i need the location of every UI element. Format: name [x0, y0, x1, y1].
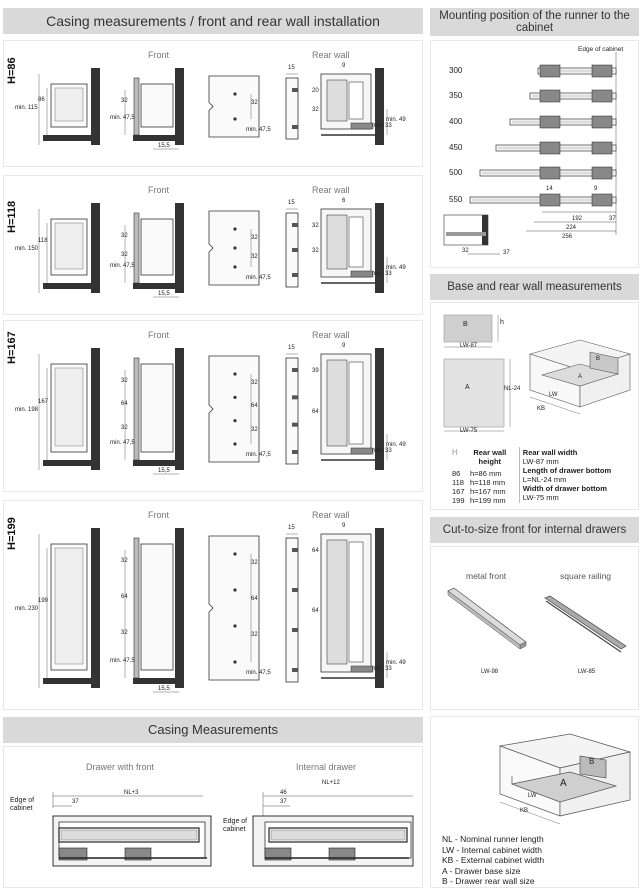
rear-wall-title: Rear wall: [312, 330, 350, 340]
casing-46: 46: [280, 790, 287, 796]
rear-wall-title: Rear wall: [312, 185, 350, 195]
dim-front-spacing: 32: [251, 560, 258, 566]
dim-front-spacing-b: 32: [121, 252, 128, 258]
dim-15: 15: [288, 525, 295, 531]
header-casing: Casing Measurements: [3, 717, 423, 743]
header-mounting-position: Mounting position of the runner to the cabinet: [430, 8, 639, 36]
mount-dim-14: 14: [546, 186, 553, 192]
dim-min-height: min. 150: [15, 246, 39, 252]
dim-front-panel-min: min. 47,5: [246, 127, 271, 133]
row-drawing-3: [3, 500, 423, 710]
dim-rear-2: 64: [312, 409, 319, 415]
legend-item: NL - Nominal runner length: [442, 834, 544, 844]
rear-wall-title: Rear wall: [312, 510, 350, 520]
base-lw87-label: LW-87: [460, 343, 478, 349]
table-row-h: 199: [452, 496, 465, 505]
mounting-edge-label: Edge of cabinet: [578, 46, 624, 53]
casing-edge2: Edge of cabinet: [223, 818, 248, 833]
base-A-label: A: [465, 384, 470, 391]
dim-front-spacing-b: 32: [121, 233, 128, 239]
table-row-h: 86: [452, 469, 461, 478]
table-h-head: H: [452, 448, 458, 457]
casing-nl12: NL+12: [322, 780, 340, 786]
table-row-val: h=167 mm: [470, 487, 506, 496]
mount-dim-9: 9: [594, 186, 598, 192]
row-height-label: H=167: [6, 331, 18, 364]
dim-9: 6: [342, 198, 346, 204]
dim-rear-1: 20: [312, 88, 319, 94]
legend-item: LW - Internal cabinet width: [442, 844, 542, 855]
dim-drawer-height: 118: [38, 238, 48, 244]
legend-item: B - Drawer rear wall size: [442, 876, 535, 886]
lw85-label: LW-85: [578, 669, 596, 675]
dim-front-spacing: 32: [251, 235, 258, 241]
dim-front-panel-min: min. 47,5: [246, 452, 271, 458]
dim-15-5: 15,5: [158, 686, 170, 692]
dim-rear-min33: min. 33: [372, 666, 392, 672]
dim-front-spacing: 32: [251, 632, 258, 638]
dim-9: 9: [342, 523, 346, 529]
iso-KB-label: KB: [537, 406, 546, 412]
base-h-label: h: [500, 319, 504, 326]
table-right-col: [519, 447, 614, 503]
table-len-val: L=NL-24 mm: [522, 475, 567, 484]
dim-rear-1: 39: [312, 368, 319, 374]
dim-front-panel-min: min. 47,5: [246, 670, 271, 676]
cut-diagram: [430, 546, 639, 710]
header-cut-to-size: Cut-to-size front for internal drawers: [430, 517, 639, 543]
dim-9: 9: [342, 343, 346, 349]
iso2-A-label: A: [560, 778, 567, 789]
dim-front-spacing: 32: [251, 100, 258, 106]
casing-nl3: NL+3: [124, 790, 139, 796]
dim-15-5: 15,5: [158, 143, 170, 149]
dim-rear-min49: min. 49: [386, 265, 406, 271]
table-wid-head: Width of drawer bottom: [522, 484, 607, 493]
dim-15-5: 15,5: [158, 291, 170, 297]
row-height-label: H=86: [6, 57, 18, 84]
iso-B-label: B: [596, 356, 601, 362]
header-base-rear: Base and rear wall measurements: [430, 274, 639, 300]
dim-rear-2: 32: [312, 248, 319, 254]
casing-edge1: Edge of cabinet: [10, 797, 35, 812]
row-height-label: H=199: [6, 517, 18, 550]
dim-front-min: min. 47,5: [110, 263, 135, 269]
base-lw75-label: LW-75: [460, 428, 478, 434]
rear-wall-title: Rear wall: [312, 50, 350, 60]
dim-front-spacing: 32: [251, 380, 258, 386]
iso-LW-label: LW: [549, 392, 558, 398]
dim-rear-1: 64: [312, 548, 319, 554]
legend-item: KB - External cabinet width: [442, 855, 545, 865]
mount-dim-37: 37: [609, 216, 616, 222]
dim-front-spacing-b: 64: [121, 401, 128, 408]
dim-front-spacing: 32: [251, 426, 258, 433]
base-nl24-label: NL-24: [504, 386, 521, 392]
dim-drawer-height: 199: [38, 598, 49, 604]
front-title: Front: [148, 185, 170, 195]
dim-15: 15: [288, 65, 295, 71]
row-drawing-1: [3, 175, 423, 315]
header-casing-front-rear: Casing measurements / front and rear wall installation: [3, 8, 423, 34]
dim-front-spacing-b: 32: [121, 630, 128, 636]
mount-dim-224: 224: [566, 225, 577, 231]
dim-rear-2: 32: [312, 106, 319, 113]
mount-dim-32: 32: [462, 248, 469, 254]
dim-9: 9: [342, 63, 346, 69]
legend-item: A - Drawer base size: [442, 865, 521, 876]
dim-15: 15: [288, 200, 295, 206]
lw98-label: LW-98: [481, 669, 499, 675]
front-title: Front: [148, 50, 170, 60]
mount-dim-192: 192: [572, 216, 583, 222]
runner-length-label: 350: [449, 91, 463, 100]
table-row-h: 118: [452, 478, 464, 487]
dim-front-spacing: 64: [251, 403, 258, 410]
table-len-head: Length of drawer bottom: [522, 466, 612, 475]
dim-15: 15: [288, 345, 295, 351]
iso2-LW-label: LW: [528, 793, 537, 799]
row-drawing-2: [3, 320, 423, 492]
dim-drawer-height: 86: [38, 96, 45, 103]
table-rww-val: LW-87 mm: [522, 457, 559, 466]
dim-front-spacing: 64: [251, 596, 258, 602]
dim-front-spacing-b: 32: [121, 558, 128, 564]
table-row-val: h=199 mm: [470, 496, 506, 505]
table-row-h: 167: [452, 487, 465, 496]
square-railing-label: square railing: [560, 571, 612, 581]
table-rww-head: Rear wall width: [522, 448, 578, 457]
mount-dim-256: 256: [562, 234, 573, 240]
row-height-label: H=118: [6, 200, 18, 233]
front-title: Front: [148, 330, 170, 340]
iso2-B-label: B: [589, 757, 595, 766]
runner-length-label: 500: [449, 168, 463, 177]
dim-front-spacing-b: 32: [121, 424, 128, 431]
dim-front-spacing-b: 32: [121, 378, 128, 384]
dim-rear-min33: min. 33: [372, 123, 392, 129]
iso2-KB-label: KB: [520, 808, 529, 814]
dim-min-height: min. 230: [15, 606, 39, 612]
runner-length-label: 400: [449, 117, 463, 126]
dim-front-min: min. 47,5: [110, 658, 135, 664]
dim-front-panel-min: min. 47,5: [246, 275, 271, 281]
casing-37a: 37: [72, 799, 79, 805]
base-B-label: B: [463, 321, 468, 328]
table-wid-val: LW-75 mm: [522, 493, 559, 502]
dim-rear-1: 32: [312, 223, 319, 229]
mount-dim-37b: 37: [503, 250, 510, 256]
dim-min-height: min. 115: [15, 104, 38, 111]
dim-rear-min49: min. 49: [386, 117, 406, 123]
dim-15-5: 15,5: [158, 468, 170, 474]
dim-rear-min49: min. 49: [386, 442, 406, 448]
casing-37b: 37: [280, 799, 287, 805]
runner-length-label: 550: [449, 195, 463, 204]
casing-with-front-title: Drawer with front: [86, 762, 155, 772]
dim-front-min: min. 47,5: [110, 115, 135, 121]
table-row-val: h=86 mm: [470, 469, 502, 478]
runner-length-label: 450: [449, 143, 463, 152]
dim-front-min: min. 47,5: [110, 440, 135, 446]
dim-rear-min49: min. 49: [386, 660, 406, 666]
row-drawing-0: [3, 40, 423, 167]
casing-diagram: [3, 746, 423, 888]
dim-front-spacing-b: 64: [121, 594, 128, 600]
iso-A-label: A: [578, 374, 583, 380]
metal-front-label: metal front: [466, 571, 507, 581]
dim-drawer-height: 167: [38, 399, 49, 405]
dim-front-spacing: 32: [251, 254, 258, 260]
dim-rear-2: 64: [312, 608, 319, 614]
table-row-val: h=118 mm: [470, 478, 506, 487]
table-rw-head: Rear wall height: [473, 448, 507, 466]
casing-internal-title: Internal drawer: [296, 762, 357, 772]
runner-length-label: 300: [449, 66, 463, 75]
front-title: Front: [148, 510, 170, 520]
dim-min-height: min. 198: [15, 407, 39, 413]
dim-front-spacing-b: 32: [121, 98, 128, 104]
dim-rear-min33: min. 33: [372, 448, 392, 454]
dim-rear-min33: min. 33: [372, 271, 392, 277]
